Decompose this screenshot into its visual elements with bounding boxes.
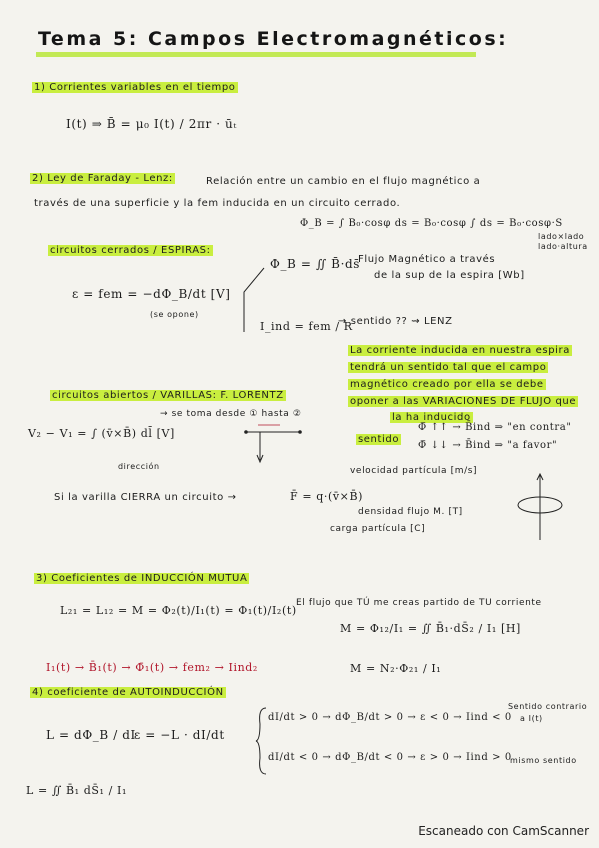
page-title: Tema 5: Campos Electromagnéticos: [38, 28, 509, 50]
eps-equation: ε = −L · dI/dt [134, 728, 225, 742]
rule-increase: dI/dt > 0 → dΦ_B/dt > 0 → ε < 0 → Iind < 0 [268, 712, 512, 723]
lorentz-equation: F̄ = q·(v̄×B̄) [290, 490, 364, 503]
lenz-line-2: tendrá un sentido tal que el campo [350, 362, 547, 373]
section-1-heading: 1) Corrientes variables en el tiempo [34, 82, 236, 93]
section-2-desc-2: través de una superficie y la fem inducida en un circuito cerrado. [34, 198, 401, 209]
sentido-lenz: → sentido ?? ⇝ LENZ [338, 316, 453, 327]
l2-equation: L = ∬ B̄₁ dS̄₁ / I₁ [26, 784, 128, 797]
l-equation: L = dΦ_B / dI [46, 728, 136, 742]
rule-note-1a: Sentido contrario [508, 702, 588, 711]
iind-equation: I_ind = fem / R [260, 320, 353, 333]
varilla-note: Si la varilla CIERRA un circuito → [54, 492, 237, 503]
section-2-heading: 2) Ley de Faraday - Lenz: [32, 173, 173, 184]
charge-note: carga partícula [C] [330, 524, 426, 534]
flux-equation: Φ_B = ∬ B̄·ds̄ [270, 257, 361, 271]
mutual-desc: El flujo que TÚ me creas partido de TU corriente [296, 598, 542, 608]
open-circuits-label: circuitos abiertos / VARILLAS: F. LORENTZ [52, 390, 284, 401]
density-note: densidad flujo M. [T] [358, 507, 463, 517]
closed-circuits-label: circuitos cerrados / ESPIRAS: [50, 245, 211, 256]
lenz-line-4: oponer a las VARIACIONES DE FLUJO que [350, 396, 577, 407]
velocity-note: velocidad partícula [m/s] [350, 466, 478, 476]
mutual-equation: L₂₁ = L₁₂ = M = Φ₂(t)/I₁(t) = Φ₁(t)/I₂(t) [60, 604, 297, 617]
mutual-chain: I₁(t) → B̄₁(t) → Φ̄₁(t) → fem₂ → Iind₂ [46, 661, 258, 674]
section-1-formula: I(t) ⇒ B̄ = μ₀ I(t) / 2πr · ūₜ [66, 117, 237, 131]
rule-note-2: mismo sentido [510, 756, 577, 765]
section-2-desc-1: Relación entre un cambio en el flujo magnético a [206, 176, 481, 187]
open-equation: V₂ − V₁ = ∫ (v̄×B̄) dl̄ [V] [28, 427, 175, 440]
case-brace [254, 706, 268, 776]
area-note-1: lado×lado [538, 232, 585, 241]
open-note: → se toma desde ① hasta ② [160, 409, 302, 419]
sentido-label: sentido [358, 434, 400, 445]
case-increase: Φ̄ ↑↑ → B̄ind ⇒ "en contra" [418, 422, 572, 433]
fem-equation: ε = fem = −dΦ_B/dt [V] [72, 287, 231, 301]
case-decrease: Φ̄ ↓↓ → B̄ind ⇒ "a favor" [418, 440, 558, 451]
m2-equation: M = N₂·Φ₂₁ / I₁ [350, 662, 442, 675]
lenz-line-1: La corriente inducida en nuestra espira [350, 345, 570, 356]
rod-diagram [240, 420, 310, 470]
section-3-heading: 3) Coeficientes de INDUCCIÓN MUTUA [36, 573, 248, 584]
m-equation: M = Φ₁₂/I₁ = ∬ B̄₁·dS̄₂ / I₁ [H] [340, 622, 521, 635]
direccion-note: dirección [118, 462, 160, 471]
lenz-line-5: la ha inducido [392, 412, 471, 423]
section-4-heading: 4) coeficiente de AUTOINDUCCIÓN [32, 687, 224, 698]
title-highlight [36, 52, 476, 57]
scanner-watermark: Escaneado con CamScanner [418, 824, 589, 838]
area-note-2: lado·altura [538, 242, 588, 251]
rule-note-1b: a I(t) [520, 714, 543, 723]
bracket-connector [238, 262, 268, 352]
loop-diagram [510, 470, 570, 550]
phi-line: Φ_B = ∫ B₀·cosφ ds = B₀·cosφ ∫ ds = B₀·cosφ·S [300, 218, 563, 229]
flux-desc-1: Flujo Magnético a través [358, 254, 496, 265]
fem-note: (se opone) [150, 310, 199, 319]
rule-decrease: dI/dt < 0 → dΦ_B/dt < 0 → ε > 0 → Iind > 0 [268, 752, 512, 763]
lenz-line-3: magnético creado por ella se debe [350, 379, 544, 390]
flux-desc-2: de la sup de la espira [Wb] [374, 270, 525, 281]
